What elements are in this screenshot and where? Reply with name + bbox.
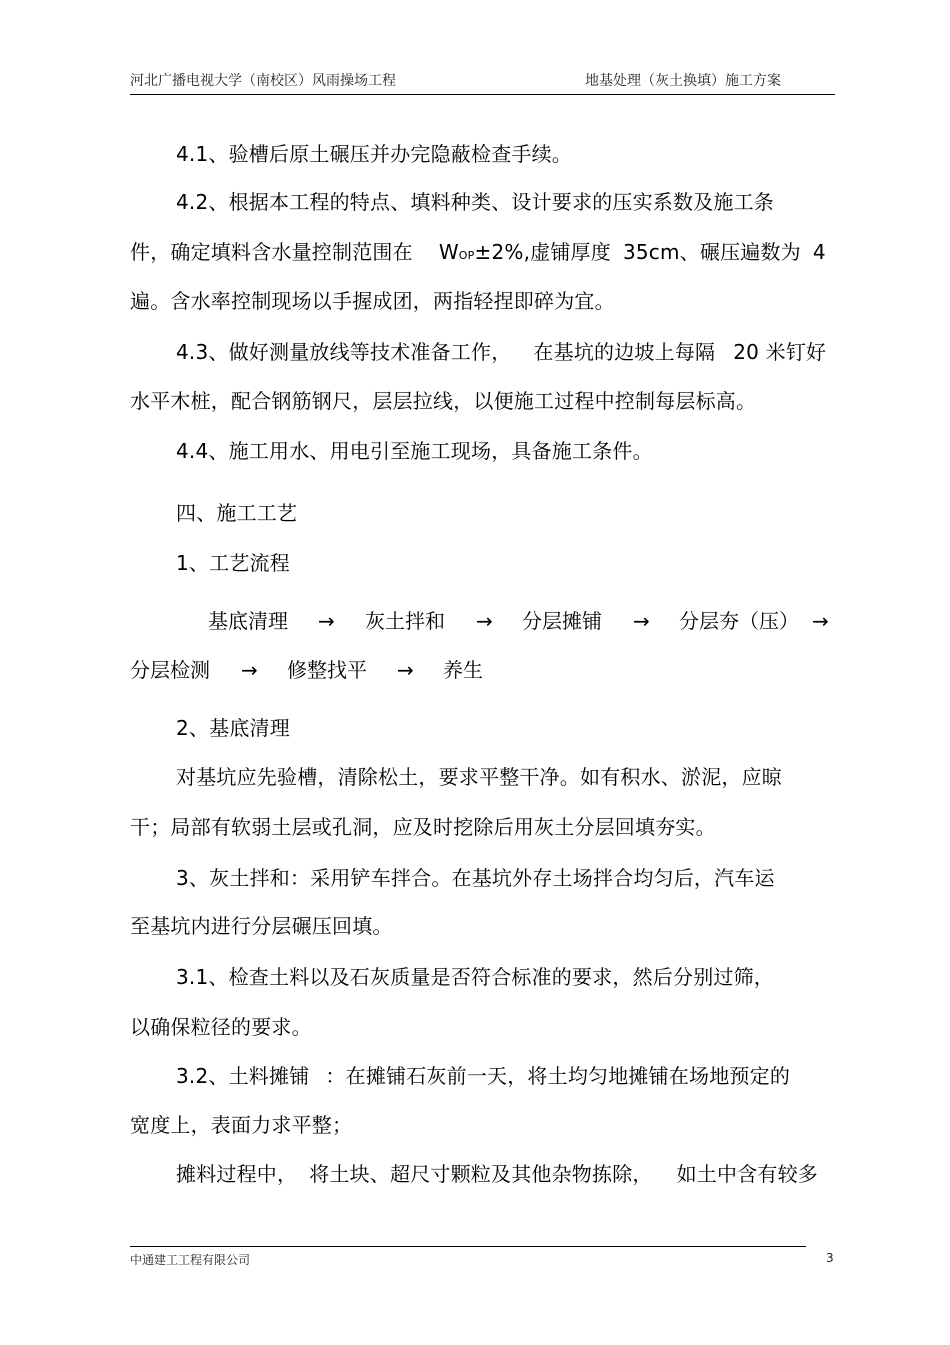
flow-arrow: → <box>812 609 829 633</box>
section-heading-4: 四、施工工艺 <box>176 501 298 525</box>
flow-step-5: 分层检测 <box>130 658 210 682</box>
text: ：在摊铺石灰前一天，将土均匀地摊铺在场地预定的 <box>325 1064 791 1088</box>
paragraph-3-2-line-1 <box>176 1064 790 1088</box>
subsection-heading-1: 1、工艺流程 <box>176 551 290 575</box>
text: 摊料过程中， <box>176 1162 298 1186</box>
paragraph-4-3-line-1 <box>176 340 826 364</box>
header-document-title: 地基处理（灰土换填）施工方案 <box>585 73 781 89</box>
flow-arrow: → <box>633 609 650 633</box>
flow-step-3: 分层摊铺 <box>522 609 602 633</box>
footer-company: 中通建工工程有限公司 <box>130 1253 251 1267</box>
text: ±2%,虚铺厚度 <box>474 240 611 264</box>
paragraph-3-1-line-1: 3.1、检查土料以及石灰质量是否符合标准的要求，然后分别过筛， <box>176 965 775 989</box>
paragraph-4-1: 4.1、验槽后原土碾压并办完隐蔽检查手续。 <box>176 142 573 166</box>
paragraph-4-3-line-2: 水平木桩，配合钢筋钢尺，层层拉线，以便施工过程中控制每层标高。 <box>130 389 757 413</box>
paragraph-4-4: 4.4、施工用水、用电引至施工现场，具备施工条件。 <box>176 439 653 463</box>
text: 件，确定填料含水量控制范围在 <box>130 240 413 264</box>
paragraph-3-2-line-2: 宽度上，表面力求平整； <box>130 1113 353 1137</box>
paragraph-4-2-line-2 <box>130 240 826 268</box>
paragraph-4-2-line-3: 遍。含水率控制现场以手握成团，两指轻捏即碎为宜。 <box>130 289 615 313</box>
page-number: 3 <box>826 1251 834 1265</box>
paragraph-spread <box>176 1162 818 1186</box>
paragraph-4-2-line-1: 4.2、根据本工程的特点、填料种类、设计要求的压实系数及施工条 <box>176 190 775 214</box>
text: 将土块、超尺寸颗粒及其他杂物拣除， <box>309 1162 653 1186</box>
paragraph-3-1-line-2: 以确保粒径的要求。 <box>130 1015 312 1039</box>
flow-step-1: 基底清理 <box>208 609 288 633</box>
paragraph-3-line-2: 至基坑内进行分层碾压回填。 <box>130 914 393 938</box>
flow-arrow: → <box>241 658 258 682</box>
paragraph-clean-line-1: 对基坑应先验槽，清除松土，要求平整干净。如有积水、淤泥，应晾 <box>176 765 782 789</box>
text: 4 <box>812 240 826 264</box>
flow-arrow: → <box>476 609 493 633</box>
paragraph-clean-line-2: 干；局部有软弱土层或孔洞，应及时挖除后用灰土分层回填夯实。 <box>130 815 716 839</box>
text: 在基坑的边坡上每隔 <box>533 340 716 364</box>
text: 3.2、土料摊铺 <box>176 1064 310 1088</box>
header-project-title: 河北广播电视大学（南校区）风雨操场工程 <box>130 73 396 89</box>
text: 4.3、做好测量放线等技术准备工作， <box>176 340 512 364</box>
subsection-heading-2: 2、基底清理 <box>176 716 290 740</box>
flow-arrow: → <box>397 658 414 682</box>
water-content-symbol: W <box>438 240 459 264</box>
text: 35cm、碾压遍数为 <box>622 240 801 264</box>
text: 如土中含有较多 <box>676 1162 819 1186</box>
text: 20 米钉好 <box>733 340 827 364</box>
header-rule <box>130 94 835 95</box>
flow-step-4: 分层夯（压） <box>679 609 799 633</box>
flow-step-6: 修整找平 <box>287 658 367 682</box>
water-content-subscript: OP <box>458 249 475 262</box>
flow-step-7: 养生 <box>443 658 483 682</box>
flow-arrow: → <box>318 609 335 633</box>
flow-step-2: 灰土拌和 <box>365 609 445 633</box>
paragraph-3-line-1: 3、灰土拌和：采用铲车拌合。在基坑外存土场拌合均匀后，汽车运 <box>176 866 775 890</box>
footer-rule <box>130 1246 806 1247</box>
